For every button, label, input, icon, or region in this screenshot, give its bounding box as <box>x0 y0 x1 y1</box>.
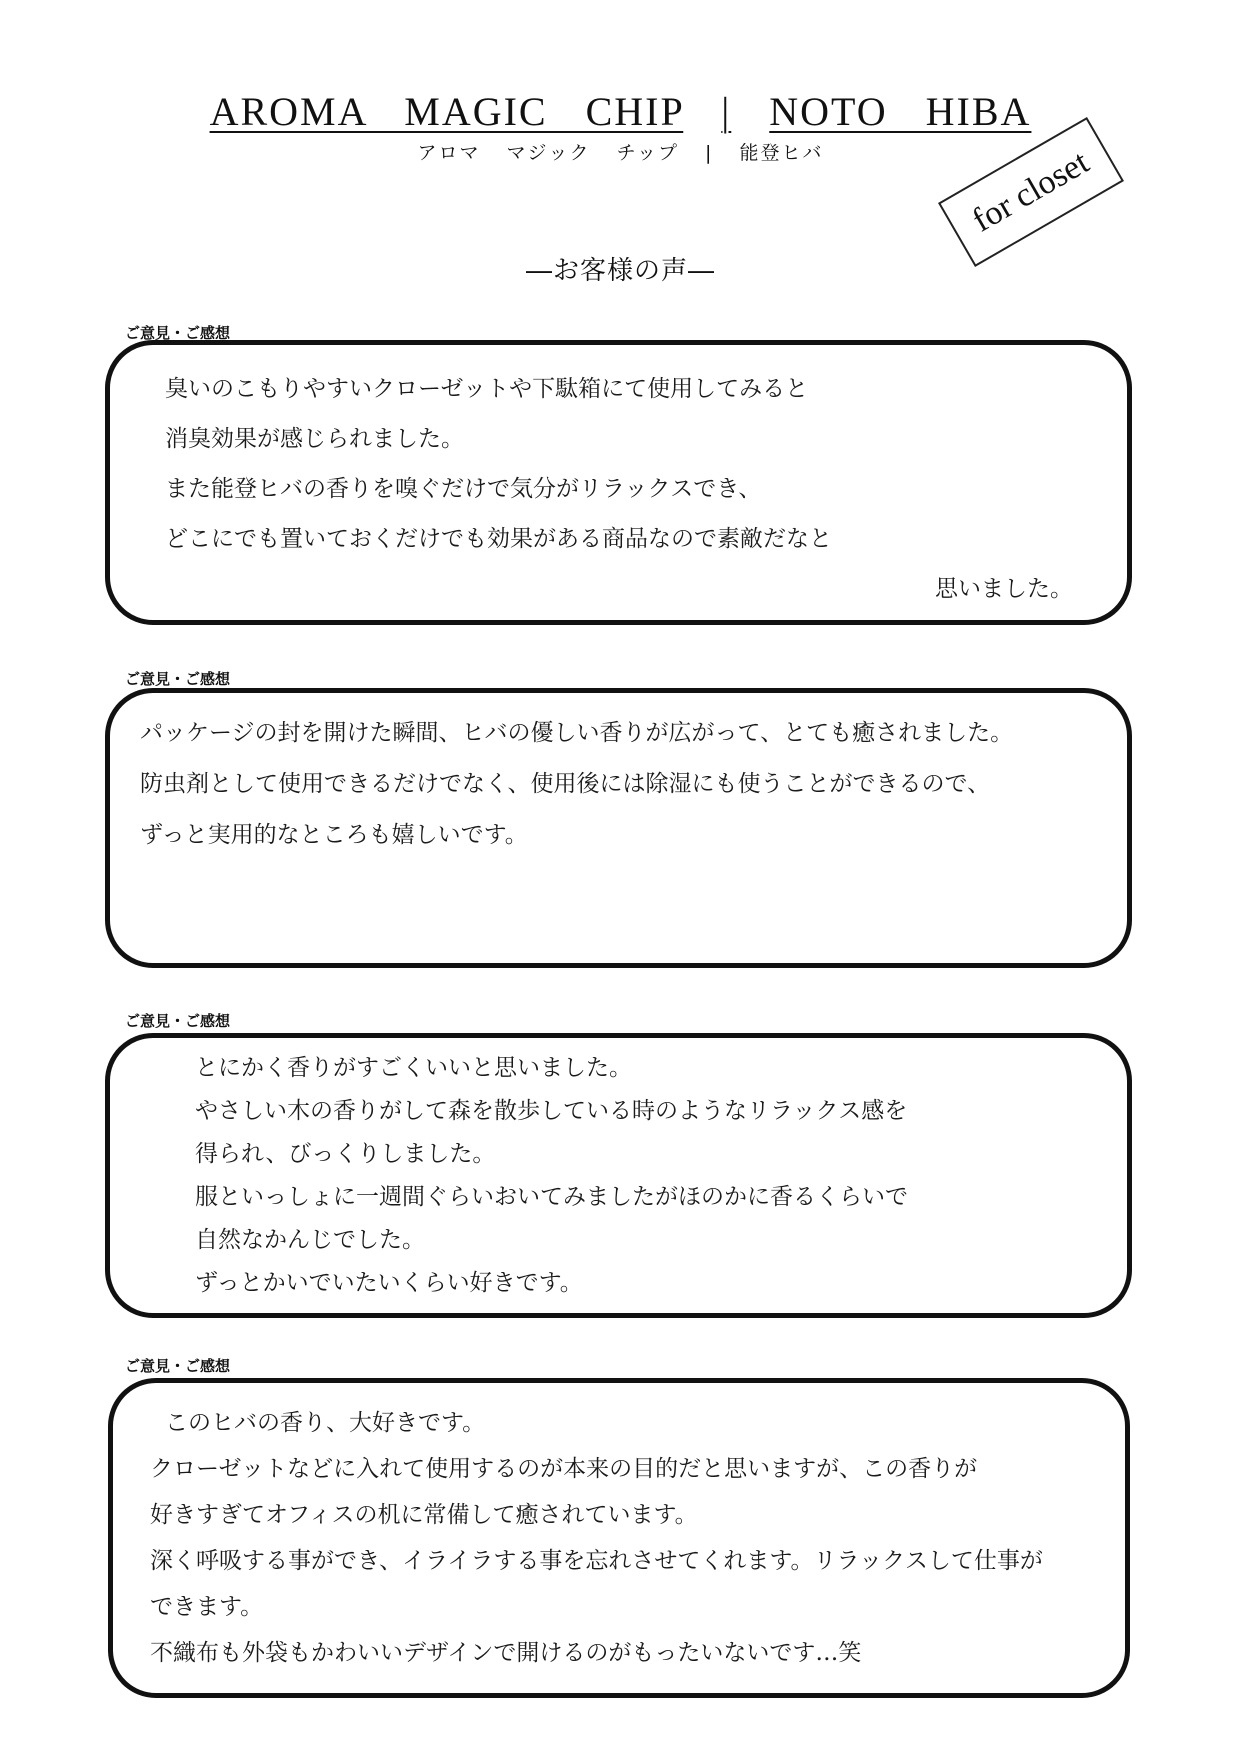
comment-line: ずっとかいでいたいくらい好きです。 <box>195 1270 583 1296</box>
comment-line: 防虫剤として使用できるだけでなく、使用後には除湿にも使うことができるので、 <box>140 771 991 797</box>
comment-line: 自然なかんじでした。 <box>195 1227 425 1253</box>
comment-line: クローゼットなどに入れて使用するのが本来の目的だと思いますが、この香りが <box>150 1456 978 1482</box>
comment-text <box>195 1057 908 1295</box>
comment-text <box>140 722 1013 847</box>
comment-line: 不織布も外袋もかわいいデザインで開けるのがもったいないです…笑 <box>150 1640 862 1666</box>
comment-text <box>165 378 1073 601</box>
comment-label: ご意見・ご感想 <box>125 1357 231 1375</box>
comment-line: このヒバの香り、大好きです。 <box>165 1410 486 1436</box>
comment-line: 深く呼吸する事ができ、イライラする事を忘れさせてくれます。リラックスして仕事が <box>150 1548 1043 1574</box>
title-jp-right: 能登ヒバ <box>739 142 824 164</box>
section-heading: ―お客様の声― <box>525 256 715 286</box>
comment-line: また能登ヒバの香りを嗅ぐだけで気分がリラックスでき、 <box>165 476 762 502</box>
title-en-right: NOTO HIBA <box>769 89 1032 134</box>
comment-line: 思いました。 <box>935 576 1073 602</box>
comment-text <box>150 1412 1043 1665</box>
comment-line: 服といっしょに一週間ぐらいおいてみましたがほのかに香るくらいで <box>195 1184 908 1210</box>
comment-line: 好きすぎてオフィスの机に常備して癒されています。 <box>150 1502 698 1528</box>
comment-line: やさしい木の香りがして森を散歩している時のようなリラックス感を <box>195 1098 908 1124</box>
comment-line: どこにでも置いておくだけでも効果がある商品なので素敵だなと <box>165 526 832 552</box>
title-jp-left: アロマ マジック チップ <box>417 142 679 164</box>
comment-line: 臭いのこもりやすいクローゼットや下駄箱にて使用してみると <box>165 376 809 402</box>
comment-line: パッケージの封を開けた瞬間、ヒバの優しい香りが広がって、とても癒されました。 <box>140 720 1014 746</box>
title-en-left: AROMA MAGIC CHIP <box>209 89 684 134</box>
title-en-separator: | <box>721 89 732 134</box>
comment-label: ご意見・ご感想 <box>125 670 231 688</box>
comment-label: ご意見・ご感想 <box>125 1012 231 1030</box>
product-title-en <box>0 88 1241 135</box>
stamp-text: for closet <box>966 143 1096 240</box>
title-jp-separator: | <box>705 142 714 164</box>
comment-line: とにかく香りがすごくいいと思いました。 <box>195 1055 632 1081</box>
comment-label: ご意見・ご感想 <box>125 324 231 342</box>
comment-line: 得られ、びっくりしました。 <box>195 1141 496 1167</box>
comment-line: できます。 <box>150 1594 264 1620</box>
comment-line: 消臭効果が感じられました。 <box>165 426 464 452</box>
comment-line: ずっと実用的なところも嬉しいです。 <box>140 822 528 848</box>
